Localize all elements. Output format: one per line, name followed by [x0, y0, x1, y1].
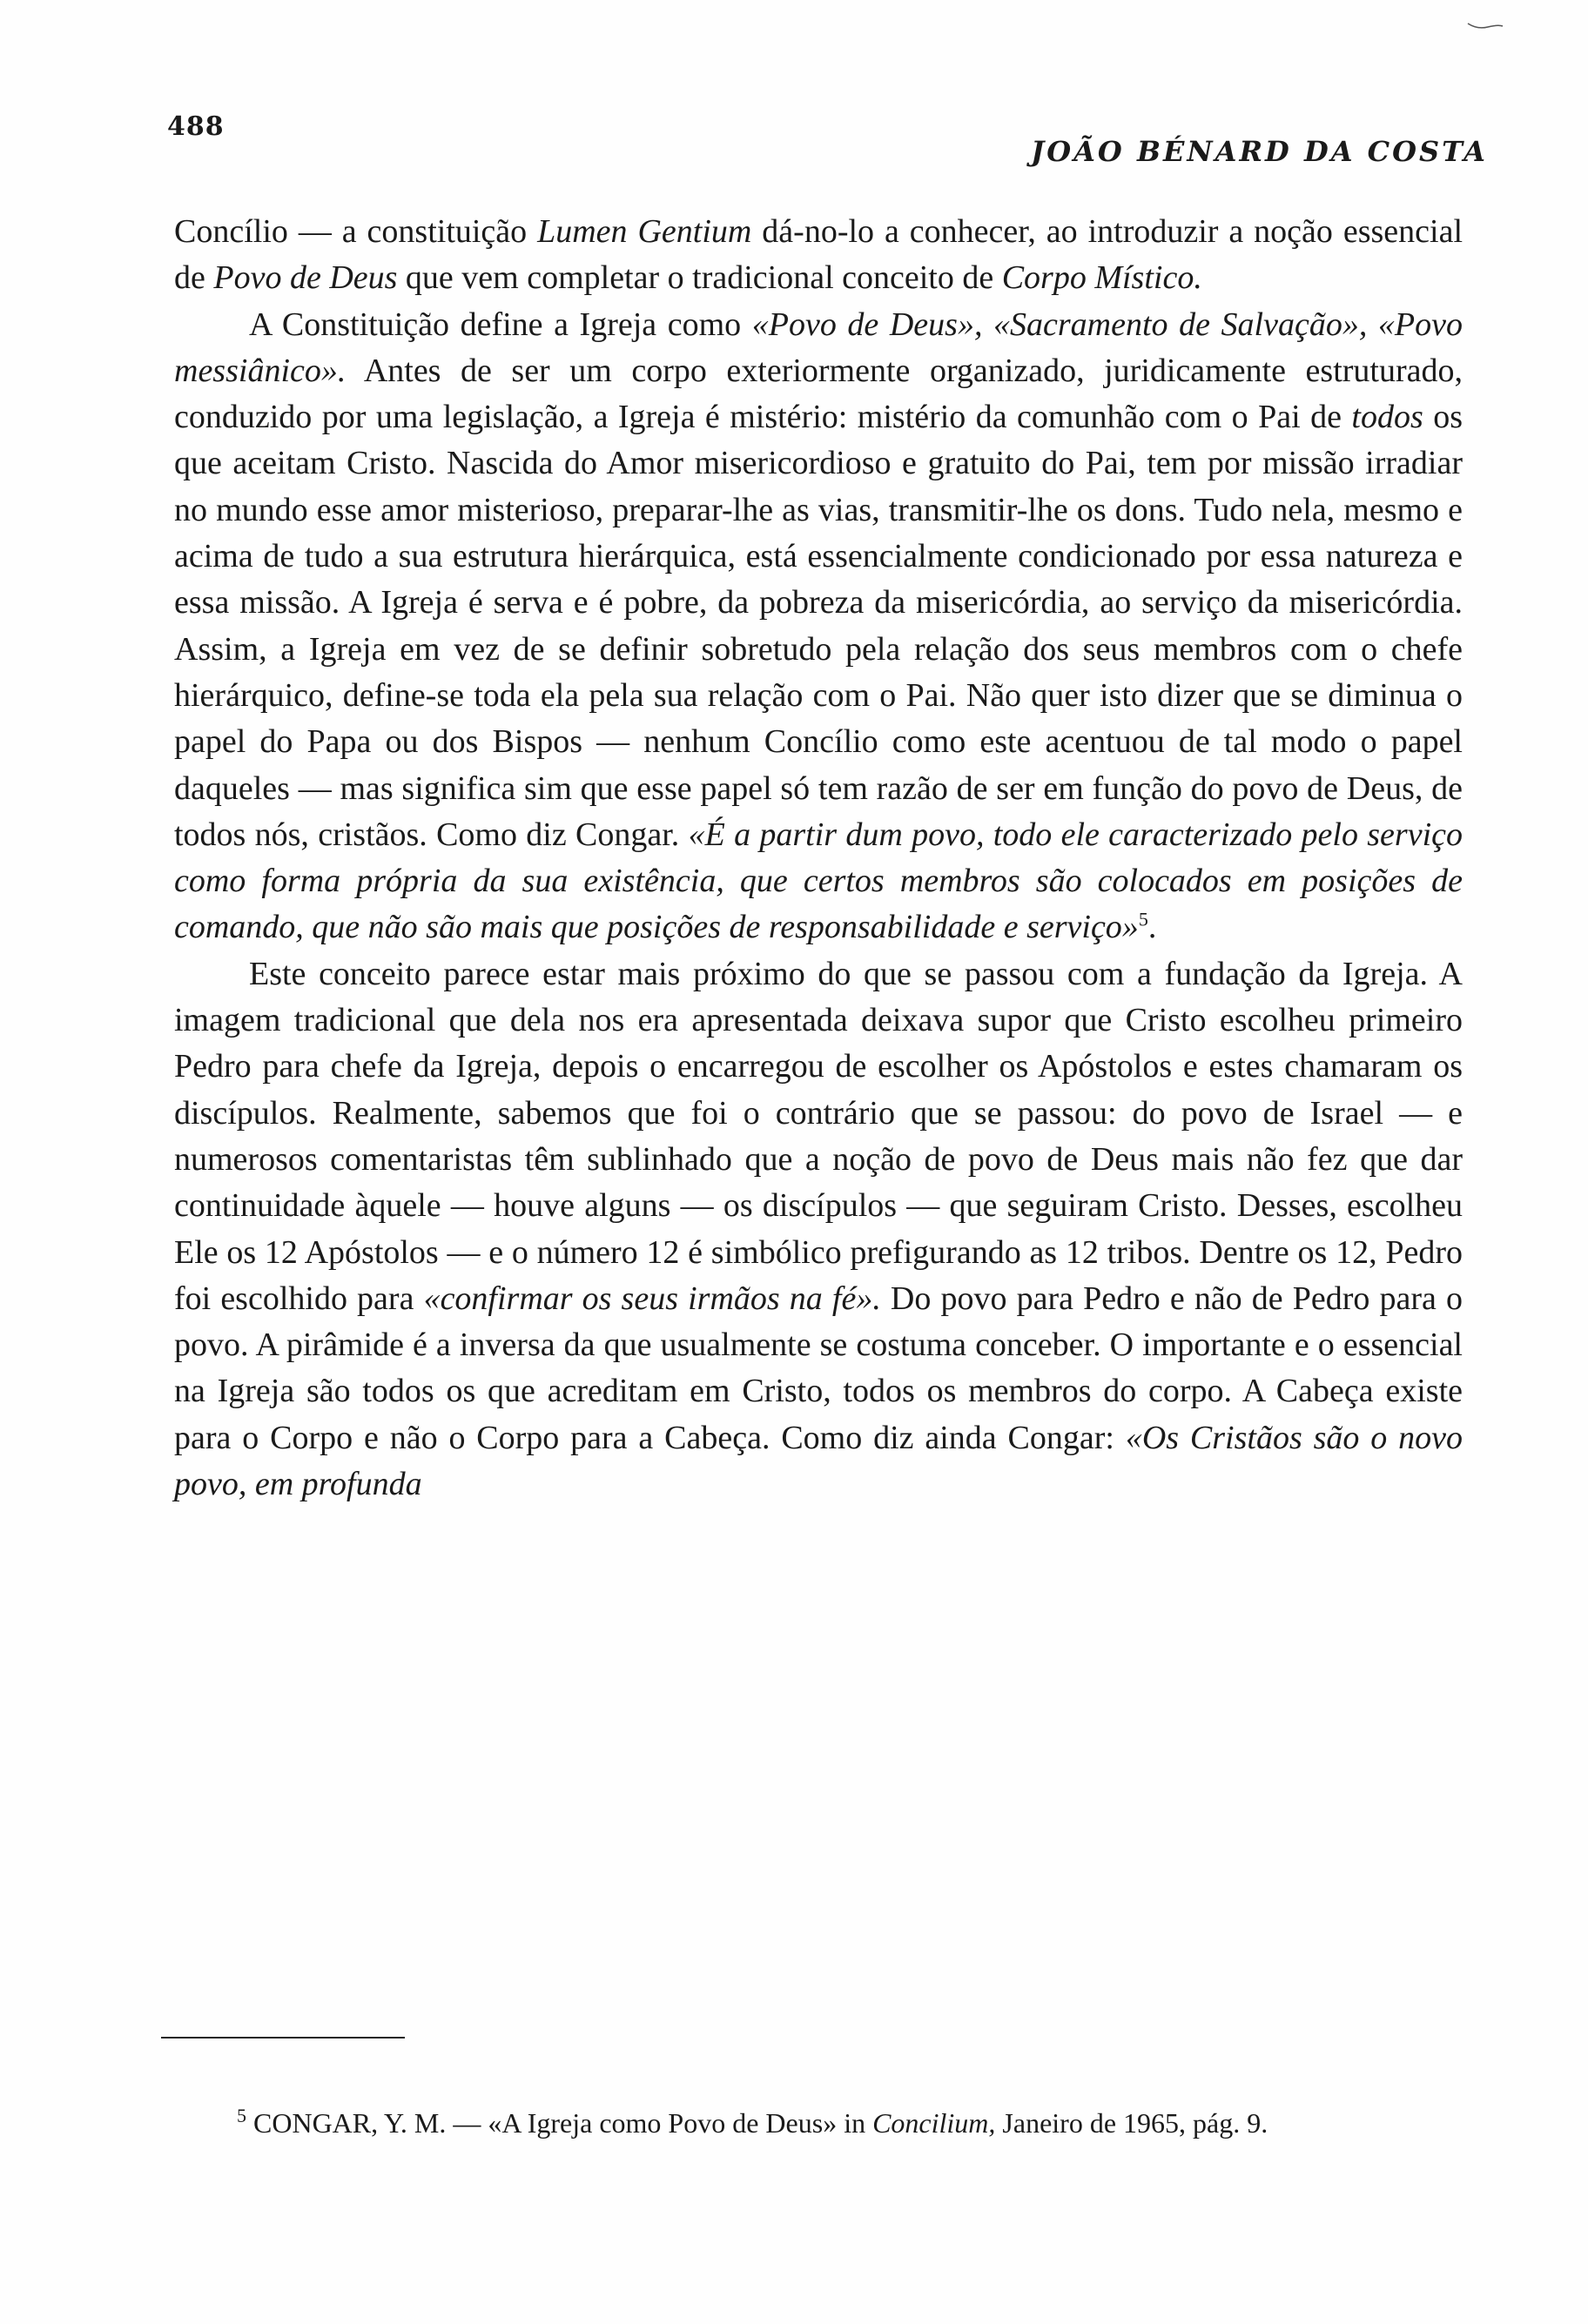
scan-mark-decoration — [1467, 22, 1504, 30]
running-header-author: JOÃO BÉNARD DA COSTA — [1031, 135, 1488, 168]
italic-span: Concilium, — [872, 2107, 996, 2139]
footnote-separator — [161, 2037, 405, 2039]
italic-span: «confirmar os seus irmãos na fé». — [423, 1280, 881, 1317]
text-span: os que aceitam Cristo. Nascida do Amor misericordioso e gratuito do Pai, tem por missão irradiar no mundo esse amor misterioso, preparar-lhe as vias, transmitir-lhe os dons. Tudo nela, mesmo e acima de tudo a sua estrutura hierárquica, está essencialmente condicionado por essa natureza e essa missão. A Igreja é serva e é pobre, da pobreza da misericórdia, ao serviço da misericórdia. Assim, a Igreja em vez de se definir sobretudo pela relação dos seus membros com o chefe hierárquico, define-se toda ela pela sua relação com o Pai. Não quer isto dizer que se diminua o papel do Papa ou dos Bispos — nenhum Concílio como este acentuou de tal modo o papel daqueles — mas significa sim que esse papel só tem razão de ser em função do povo de Deus, de todos nós, cristãos. Como diz Congar. — [174, 399, 1463, 853]
italic-span: Povo de Deus — [213, 259, 398, 297]
paragraph-1 — [174, 209, 1463, 302]
text-span: Concílio — a constituição — [174, 213, 538, 250]
italic-span: «É a partir dum povo, todo ele caracterizado pelo serviço como forma própria da sua existência, que certos membros são colocados em posições de comando, que não são mais que posições de responsabilidade e serviço» — [174, 816, 1464, 946]
text-span: que vem completar o tradicional conceito de — [397, 259, 1002, 297]
page-number: 488 — [167, 111, 225, 142]
italic-span: Lumen Gentium — [537, 213, 752, 250]
text-span: Este conceito parece estar mais próximo do que se passou com a fundação da Igreja. A imagem tradicional que dela nos era apresentada deixava supor que Cristo escolheu primeiro Pedro para chefe da Igreja, depois o encarregou de escolher os Apóstolos e estes chamaram os discípulos. Realmente, sabemos que foi o contrário que se passou: do povo de Israel — e numerosos comentaristas têm sublinhado que a noção de povo de Deus mais não fez que dar continuidade àquele — houve alguns — os discípulos — que seguiram Cristo. Desses, escolheu Ele os 12 Apóstolos — e o número 12 é simbólico prefigurando as 12 tribos. Dentre os 12, Pedro foi escolhido para — [174, 955, 1463, 1317]
text-span: A Constituição define a Igreja como — [249, 306, 752, 343]
footnote-text — [155, 2102, 1470, 2144]
text-span: Antes de ser um corpo exteriormente organizado, juridicamente estruturado, conduzido por uma legislação, a Igreja é mistério: mistério da comunhão com o Pai de — [174, 352, 1463, 436]
main-text — [174, 209, 1463, 1508]
text-span: . — [1147, 909, 1157, 946]
text-span: dá-no-lo a conhecer, ao introduzir a noção essencial de — [174, 213, 1463, 297]
italic-span: Corpo Místico. — [1001, 259, 1202, 297]
text-span: Janeiro de 1965, pág. 9. — [995, 2107, 1268, 2139]
paragraph-3 — [174, 951, 1463, 1508]
footnote — [155, 2102, 1470, 2144]
italic-span: todos — [1351, 399, 1423, 436]
text-span: Do povo para Pedro e não de Pedro para o povo. A pirâmide é a inversa da que usualmente se costuma conceber. O importante e o essencial na Igreja são todos os que acreditam em Cristo, todos os membros do corpo. A Cabeça existe para o Corpo e não o Corpo para a Cabeça. Como diz ainda Congar: — [174, 1280, 1464, 1456]
text-span: CONGAR, Y. M. — «A Igreja como Povo de Deus» in — [253, 2107, 873, 2139]
italic-span: «Os Cristãos são o novo povo, em profunda — [174, 1419, 1463, 1503]
paragraph-2 — [174, 302, 1463, 951]
footnote-number: 5 — [237, 2105, 246, 2127]
footnote-reference: 5 — [1138, 908, 1148, 930]
italic-span: «Povo de Deus», «Sacramento de Salvação», «Povo messiânico». — [174, 306, 1464, 389]
